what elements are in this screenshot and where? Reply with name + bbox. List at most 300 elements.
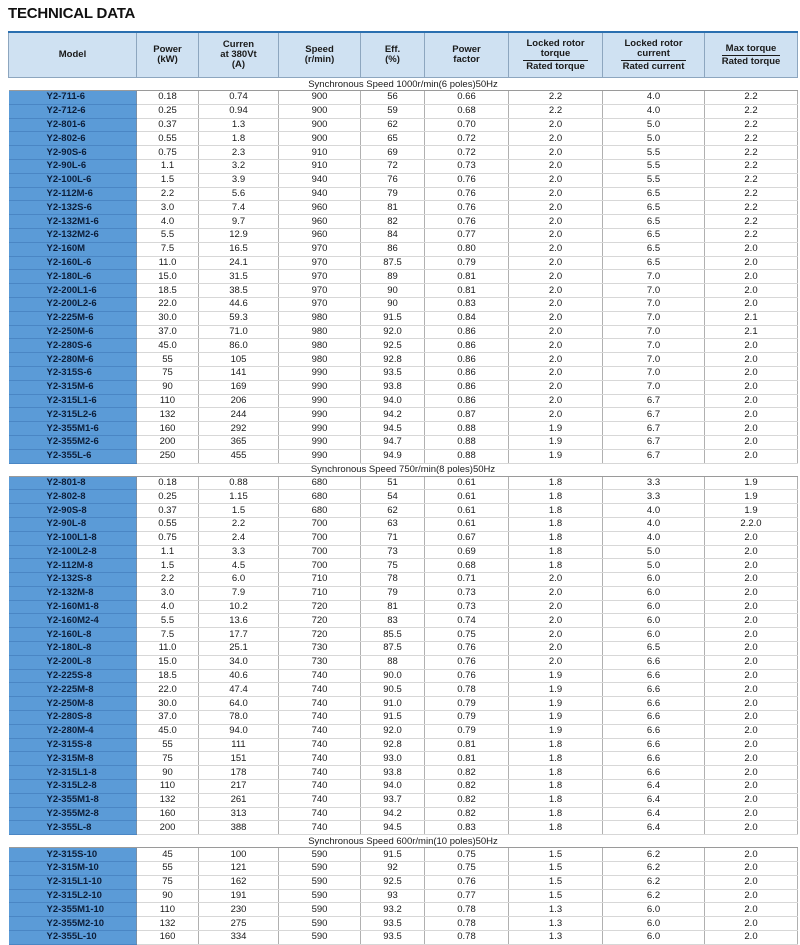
locked-rotor-torque-cell: 1.9 — [509, 711, 603, 725]
table-row — [9, 408, 798, 422]
power-factor-cell: 0.81 — [425, 738, 509, 752]
locked-rotor-torque-cell: 1.8 — [509, 752, 603, 766]
model-cell: Y2-802-8 — [9, 490, 137, 504]
model-cell: Y2-711-6 — [9, 91, 137, 105]
efficiency-cell: 93.0 — [361, 752, 425, 766]
table-row — [9, 132, 798, 146]
power-factor-cell: 0.69 — [425, 545, 509, 559]
efficiency-cell: 56 — [361, 91, 425, 105]
current-cell: 31.5 — [199, 270, 279, 284]
power-cell: 3.0 — [137, 201, 199, 215]
model-cell: Y2-180L-8 — [9, 642, 137, 656]
table-row — [9, 931, 798, 945]
section-header-row — [9, 835, 798, 848]
locked-rotor-torque-cell: 2.0 — [509, 256, 603, 270]
locked-rotor-torque-cell: 2.0 — [509, 297, 603, 311]
power-factor-cell: 0.75 — [425, 862, 509, 876]
locked-rotor-current-cell: 7.0 — [603, 284, 705, 298]
power-cell: 5.5 — [137, 614, 199, 628]
locked-rotor-current-cell: 6.2 — [603, 862, 705, 876]
current-cell: 3.3 — [199, 545, 279, 559]
model-cell: Y2-801-8 — [9, 476, 137, 490]
speed-cell: 680 — [279, 504, 361, 518]
power-cell: 7.5 — [137, 242, 199, 256]
max-torque-cell: 2.0 — [705, 766, 798, 780]
power-cell: 1.5 — [137, 559, 199, 573]
locked-rotor-torque-cell: 1.5 — [509, 862, 603, 876]
current-cell: 2.3 — [199, 146, 279, 160]
locked-rotor-current-cell: 4.0 — [603, 531, 705, 545]
power-factor-cell: 0.81 — [425, 284, 509, 298]
model-cell: Y2-225M-6 — [9, 311, 137, 325]
power-cell: 45.0 — [137, 724, 199, 738]
power-factor-cell: 0.61 — [425, 476, 509, 490]
locked-rotor-torque-cell: 1.8 — [509, 545, 603, 559]
table-row — [9, 215, 798, 229]
locked-rotor-torque-cell: 1.5 — [509, 848, 603, 862]
power-cell: 200 — [137, 821, 199, 835]
efficiency-cell: 94.2 — [361, 408, 425, 422]
max-torque-cell: 2.1 — [705, 311, 798, 325]
current-cell: 191 — [199, 889, 279, 903]
table-row — [9, 807, 798, 821]
power-factor-cell: 0.87 — [425, 408, 509, 422]
efficiency-cell: 62 — [361, 504, 425, 518]
current-cell: 5.6 — [199, 187, 279, 201]
power-factor-cell: 0.72 — [425, 132, 509, 146]
efficiency-cell: 71 — [361, 531, 425, 545]
power-factor-cell: 0.68 — [425, 104, 509, 118]
power-cell: 90 — [137, 766, 199, 780]
locked-rotor-current-cell: 4.0 — [603, 517, 705, 531]
locked-rotor-torque-cell: 1.9 — [509, 697, 603, 711]
efficiency-cell: 83 — [361, 614, 425, 628]
locked-rotor-current-cell: 6.5 — [603, 215, 705, 229]
max-torque-cell: 2.0 — [705, 683, 798, 697]
locked-rotor-current-cell: 7.0 — [603, 297, 705, 311]
current-cell: 12.9 — [199, 228, 279, 242]
locked-rotor-current-cell: 6.7 — [603, 449, 705, 463]
max-torque-cell: 2.0 — [705, 931, 798, 945]
table-row — [9, 628, 798, 642]
header-efficiency: Eff. (%) — [361, 32, 425, 78]
table-row — [9, 228, 798, 242]
current-cell: 455 — [199, 449, 279, 463]
locked-rotor-torque-cell: 1.5 — [509, 889, 603, 903]
power-factor-cell: 0.75 — [425, 848, 509, 862]
current-cell: 17.7 — [199, 628, 279, 642]
locked-rotor-current-cell: 5.0 — [603, 132, 705, 146]
speed-cell: 730 — [279, 642, 361, 656]
locked-rotor-current-cell: 6.0 — [603, 573, 705, 587]
model-cell: Y2-200L1-6 — [9, 284, 137, 298]
max-torque-cell: 2.0 — [705, 711, 798, 725]
power-cell: 0.37 — [137, 118, 199, 132]
model-cell: Y2-315S-8 — [9, 738, 137, 752]
max-torque-cell: 2.2 — [705, 187, 798, 201]
max-torque-cell: 2.0 — [705, 793, 798, 807]
max-torque-cell: 2.0 — [705, 807, 798, 821]
max-torque-cell: 2.1 — [705, 325, 798, 339]
table-row — [9, 504, 798, 518]
speed-cell: 720 — [279, 628, 361, 642]
current-cell: 44.6 — [199, 297, 279, 311]
max-torque-cell: 2.0 — [705, 408, 798, 422]
locked-rotor-current-cell: 6.0 — [603, 614, 705, 628]
max-torque-cell: 2.0 — [705, 449, 798, 463]
power-factor-cell: 0.73 — [425, 159, 509, 173]
speed-cell: 980 — [279, 311, 361, 325]
locked-rotor-current-cell: 6.6 — [603, 669, 705, 683]
power-cell: 0.25 — [137, 490, 199, 504]
technical-data-table — [8, 31, 798, 945]
model-cell: Y2-100L-6 — [9, 173, 137, 187]
max-torque-cell: 2.0 — [705, 614, 798, 628]
speed-cell: 590 — [279, 903, 361, 917]
table-row — [9, 738, 798, 752]
current-cell: 141 — [199, 366, 279, 380]
locked-rotor-current-cell: 6.5 — [603, 187, 705, 201]
locked-rotor-torque-cell: 2.0 — [509, 339, 603, 353]
locked-rotor-torque-cell: 1.9 — [509, 435, 603, 449]
model-cell: Y2-315M-8 — [9, 752, 137, 766]
efficiency-cell: 87.5 — [361, 256, 425, 270]
power-cell: 30.0 — [137, 311, 199, 325]
table-row — [9, 711, 798, 725]
locked-rotor-current-cell: 6.6 — [603, 697, 705, 711]
locked-rotor-current-cell: 6.0 — [603, 903, 705, 917]
power-factor-cell: 0.78 — [425, 903, 509, 917]
efficiency-cell: 94.0 — [361, 780, 425, 794]
power-factor-cell: 0.67 — [425, 531, 509, 545]
model-cell: Y2-132S-6 — [9, 201, 137, 215]
speed-cell: 740 — [279, 683, 361, 697]
locked-rotor-torque-cell: 1.8 — [509, 821, 603, 835]
speed-cell: 710 — [279, 586, 361, 600]
speed-cell: 970 — [279, 284, 361, 298]
fraction: Locked rotor torque Rated torque — [523, 39, 587, 72]
locked-rotor-torque-cell: 2.0 — [509, 642, 603, 656]
table-row — [9, 242, 798, 256]
locked-rotor-torque-cell: 2.0 — [509, 132, 603, 146]
locked-rotor-current-cell: 3.3 — [603, 490, 705, 504]
section-title: Synchronous Speed 1000r/min(6 poles)50Hz — [9, 78, 798, 91]
max-torque-cell: 2.0 — [705, 297, 798, 311]
efficiency-cell: 93.5 — [361, 931, 425, 945]
speed-cell: 990 — [279, 449, 361, 463]
current-cell: 24.1 — [199, 256, 279, 270]
locked-rotor-current-cell: 6.5 — [603, 642, 705, 656]
locked-rotor-torque-cell: 2.0 — [509, 353, 603, 367]
current-cell: 275 — [199, 917, 279, 931]
header-locked-rotor-torque-ratio — [509, 32, 603, 78]
model-cell: Y2-355L-10 — [9, 931, 137, 945]
power-cell: 4.0 — [137, 215, 199, 229]
locked-rotor-current-cell: 4.0 — [603, 504, 705, 518]
speed-cell: 900 — [279, 104, 361, 118]
speed-cell: 990 — [279, 366, 361, 380]
locked-rotor-torque-cell: 1.3 — [509, 931, 603, 945]
table-row — [9, 545, 798, 559]
table-row — [9, 669, 798, 683]
table-row — [9, 435, 798, 449]
power-factor-cell: 0.78 — [425, 917, 509, 931]
locked-rotor-current-cell: 4.0 — [603, 91, 705, 105]
table-row — [9, 903, 798, 917]
current-cell: 178 — [199, 766, 279, 780]
locked-rotor-current-cell: 6.4 — [603, 821, 705, 835]
model-cell: Y2-280M-6 — [9, 353, 137, 367]
locked-rotor-current-cell: 6.5 — [603, 256, 705, 270]
table-row — [9, 173, 798, 187]
locked-rotor-current-cell: 5.5 — [603, 159, 705, 173]
max-torque-cell: 2.0 — [705, 655, 798, 669]
power-cell: 250 — [137, 449, 199, 463]
locked-rotor-torque-cell: 1.9 — [509, 669, 603, 683]
model-cell: Y2-112M-6 — [9, 187, 137, 201]
max-torque-cell: 2.0 — [705, 545, 798, 559]
speed-cell: 680 — [279, 490, 361, 504]
power-cell: 18.5 — [137, 669, 199, 683]
power-factor-cell: 0.83 — [425, 297, 509, 311]
locked-rotor-current-cell: 6.7 — [603, 394, 705, 408]
speed-cell: 700 — [279, 531, 361, 545]
table-row — [9, 600, 798, 614]
current-cell: 78.0 — [199, 711, 279, 725]
current-cell: 0.94 — [199, 104, 279, 118]
efficiency-cell: 59 — [361, 104, 425, 118]
model-cell: Y2-280S-6 — [9, 339, 137, 353]
power-factor-cell: 0.81 — [425, 270, 509, 284]
efficiency-cell: 92.5 — [361, 339, 425, 353]
power-cell: 1.1 — [137, 159, 199, 173]
section-header-row — [9, 78, 798, 91]
current-cell: 313 — [199, 807, 279, 821]
page-title: TECHNICAL DATA — [8, 5, 136, 22]
max-torque-cell: 2.2 — [705, 173, 798, 187]
locked-rotor-torque-cell: 1.9 — [509, 422, 603, 436]
table-row — [9, 256, 798, 270]
power-cell: 160 — [137, 931, 199, 945]
max-torque-cell: 2.0 — [705, 242, 798, 256]
table-row — [9, 325, 798, 339]
locked-rotor-torque-cell: 1.8 — [509, 766, 603, 780]
efficiency-cell: 94.7 — [361, 435, 425, 449]
model-cell: Y2-225S-8 — [9, 669, 137, 683]
power-cell: 0.55 — [137, 517, 199, 531]
table-row — [9, 159, 798, 173]
model-cell: Y2-355M2-6 — [9, 435, 137, 449]
section-title: Synchronous Speed 750r/min(8 poles)50Hz — [9, 463, 798, 476]
efficiency-cell: 81 — [361, 201, 425, 215]
locked-rotor-torque-cell: 2.0 — [509, 159, 603, 173]
locked-rotor-current-cell: 6.0 — [603, 628, 705, 642]
current-cell: 105 — [199, 353, 279, 367]
current-cell: 1.8 — [199, 132, 279, 146]
power-factor-cell: 0.86 — [425, 394, 509, 408]
model-cell: Y2-160M — [9, 242, 137, 256]
power-cell: 2.2 — [137, 187, 199, 201]
model-cell: Y2-712-6 — [9, 104, 137, 118]
speed-cell: 720 — [279, 614, 361, 628]
max-torque-cell: 2.0 — [705, 573, 798, 587]
efficiency-cell: 91.5 — [361, 311, 425, 325]
power-factor-cell: 0.84 — [425, 311, 509, 325]
current-cell: 0.74 — [199, 91, 279, 105]
locked-rotor-torque-cell: 1.3 — [509, 917, 603, 931]
power-cell: 200 — [137, 435, 199, 449]
current-cell: 0.88 — [199, 476, 279, 490]
speed-cell: 590 — [279, 889, 361, 903]
locked-rotor-torque-cell: 1.8 — [509, 504, 603, 518]
table-row — [9, 917, 798, 931]
table-row — [9, 449, 798, 463]
model-cell: Y2-355M1-10 — [9, 903, 137, 917]
locked-rotor-current-cell: 5.0 — [603, 559, 705, 573]
model-cell: Y2-132S-8 — [9, 573, 137, 587]
max-torque-cell: 2.2 — [705, 132, 798, 146]
model-cell: Y2-355M2-8 — [9, 807, 137, 821]
table-row — [9, 875, 798, 889]
locked-rotor-current-cell: 3.3 — [603, 476, 705, 490]
locked-rotor-torque-cell: 1.8 — [509, 490, 603, 504]
fraction: Locked rotor current Rated current — [622, 37, 685, 72]
current-cell: 86.0 — [199, 339, 279, 353]
current-cell: 244 — [199, 408, 279, 422]
speed-cell: 940 — [279, 173, 361, 187]
table-row — [9, 889, 798, 903]
model-cell: Y2-280S-8 — [9, 711, 137, 725]
power-factor-cell: 0.79 — [425, 697, 509, 711]
speed-cell: 590 — [279, 875, 361, 889]
table-row — [9, 614, 798, 628]
power-factor-cell: 0.80 — [425, 242, 509, 256]
locked-rotor-torque-cell: 2.0 — [509, 600, 603, 614]
efficiency-cell: 92.8 — [361, 738, 425, 752]
header-max-torque-ratio — [705, 32, 798, 78]
locked-rotor-current-cell: 5.0 — [603, 118, 705, 132]
locked-rotor-torque-cell: 2.0 — [509, 628, 603, 642]
efficiency-cell: 69 — [361, 146, 425, 160]
speed-cell: 960 — [279, 201, 361, 215]
power-factor-cell: 0.61 — [425, 504, 509, 518]
model-cell: Y2-355M1-6 — [9, 422, 137, 436]
power-factor-cell: 0.72 — [425, 146, 509, 160]
table-row — [9, 573, 798, 587]
model-cell: Y2-160M2-4 — [9, 614, 137, 628]
power-factor-cell: 0.88 — [425, 422, 509, 436]
max-torque-cell: 2.2 — [705, 91, 798, 105]
locked-rotor-current-cell: 6.6 — [603, 724, 705, 738]
speed-cell: 900 — [279, 91, 361, 105]
power-cell: 55 — [137, 738, 199, 752]
speed-cell: 990 — [279, 380, 361, 394]
power-cell: 75 — [137, 752, 199, 766]
max-torque-cell: 2.0 — [705, 848, 798, 862]
power-factor-cell: 0.81 — [425, 752, 509, 766]
max-torque-cell: 2.0 — [705, 642, 798, 656]
speed-cell: 740 — [279, 752, 361, 766]
current-cell: 1.3 — [199, 118, 279, 132]
speed-cell: 990 — [279, 394, 361, 408]
table-body — [9, 78, 798, 945]
efficiency-cell: 91.0 — [361, 697, 425, 711]
table-row — [9, 780, 798, 794]
efficiency-cell: 93.7 — [361, 793, 425, 807]
efficiency-cell: 90.0 — [361, 669, 425, 683]
speed-cell: 740 — [279, 711, 361, 725]
model-cell: Y2-355M2-10 — [9, 917, 137, 931]
table-row — [9, 311, 798, 325]
power-cell: 11.0 — [137, 256, 199, 270]
efficiency-cell: 88 — [361, 655, 425, 669]
power-factor-cell: 0.68 — [425, 559, 509, 573]
header-power-factor: Power factor — [425, 32, 509, 78]
speed-cell: 980 — [279, 353, 361, 367]
current-cell: 388 — [199, 821, 279, 835]
power-cell: 0.18 — [137, 91, 199, 105]
speed-cell: 700 — [279, 517, 361, 531]
locked-rotor-torque-cell: 2.0 — [509, 215, 603, 229]
speed-cell: 960 — [279, 215, 361, 229]
model-cell: Y2-355M1-8 — [9, 793, 137, 807]
max-torque-cell: 2.0 — [705, 903, 798, 917]
current-cell: 38.5 — [199, 284, 279, 298]
power-cell: 1.1 — [137, 545, 199, 559]
header-current: Curren at 380Vt (A) — [199, 32, 279, 78]
efficiency-cell: 91.5 — [361, 848, 425, 862]
efficiency-cell: 84 — [361, 228, 425, 242]
power-cell: 90 — [137, 380, 199, 394]
table-row — [9, 380, 798, 394]
power-cell: 75 — [137, 875, 199, 889]
model-cell: Y2-315S-10 — [9, 848, 137, 862]
power-factor-cell: 0.83 — [425, 821, 509, 835]
locked-rotor-torque-cell: 2.0 — [509, 187, 603, 201]
current-cell: 1.5 — [199, 504, 279, 518]
table-row — [9, 476, 798, 490]
efficiency-cell: 76 — [361, 173, 425, 187]
power-factor-cell: 0.78 — [425, 683, 509, 697]
speed-cell: 910 — [279, 159, 361, 173]
max-torque-cell: 2.2.0 — [705, 517, 798, 531]
power-factor-cell: 0.79 — [425, 724, 509, 738]
locked-rotor-torque-cell: 2.0 — [509, 311, 603, 325]
max-torque-cell: 2.0 — [705, 586, 798, 600]
table-row — [9, 104, 798, 118]
locked-rotor-torque-cell: 2.0 — [509, 270, 603, 284]
table-row — [9, 490, 798, 504]
locked-rotor-current-cell: 6.7 — [603, 408, 705, 422]
section-title: Synchronous Speed 600r/min(10 poles)50Hz — [9, 835, 798, 848]
efficiency-cell: 93.2 — [361, 903, 425, 917]
power-factor-cell: 0.82 — [425, 766, 509, 780]
header-model: Model — [9, 32, 137, 78]
table-row — [9, 422, 798, 436]
model-cell: Y2-315L2-10 — [9, 889, 137, 903]
power-factor-cell: 0.86 — [425, 325, 509, 339]
efficiency-cell: 94.0 — [361, 394, 425, 408]
model-cell: Y2-801-6 — [9, 118, 137, 132]
header-speed: Speed (r/min) — [279, 32, 361, 78]
current-cell: 47.4 — [199, 683, 279, 697]
model-cell: Y2-315M-6 — [9, 380, 137, 394]
efficiency-cell: 90 — [361, 297, 425, 311]
table-row — [9, 697, 798, 711]
speed-cell: 970 — [279, 297, 361, 311]
locked-rotor-torque-cell: 1.8 — [509, 559, 603, 573]
max-torque-cell: 2.0 — [705, 669, 798, 683]
